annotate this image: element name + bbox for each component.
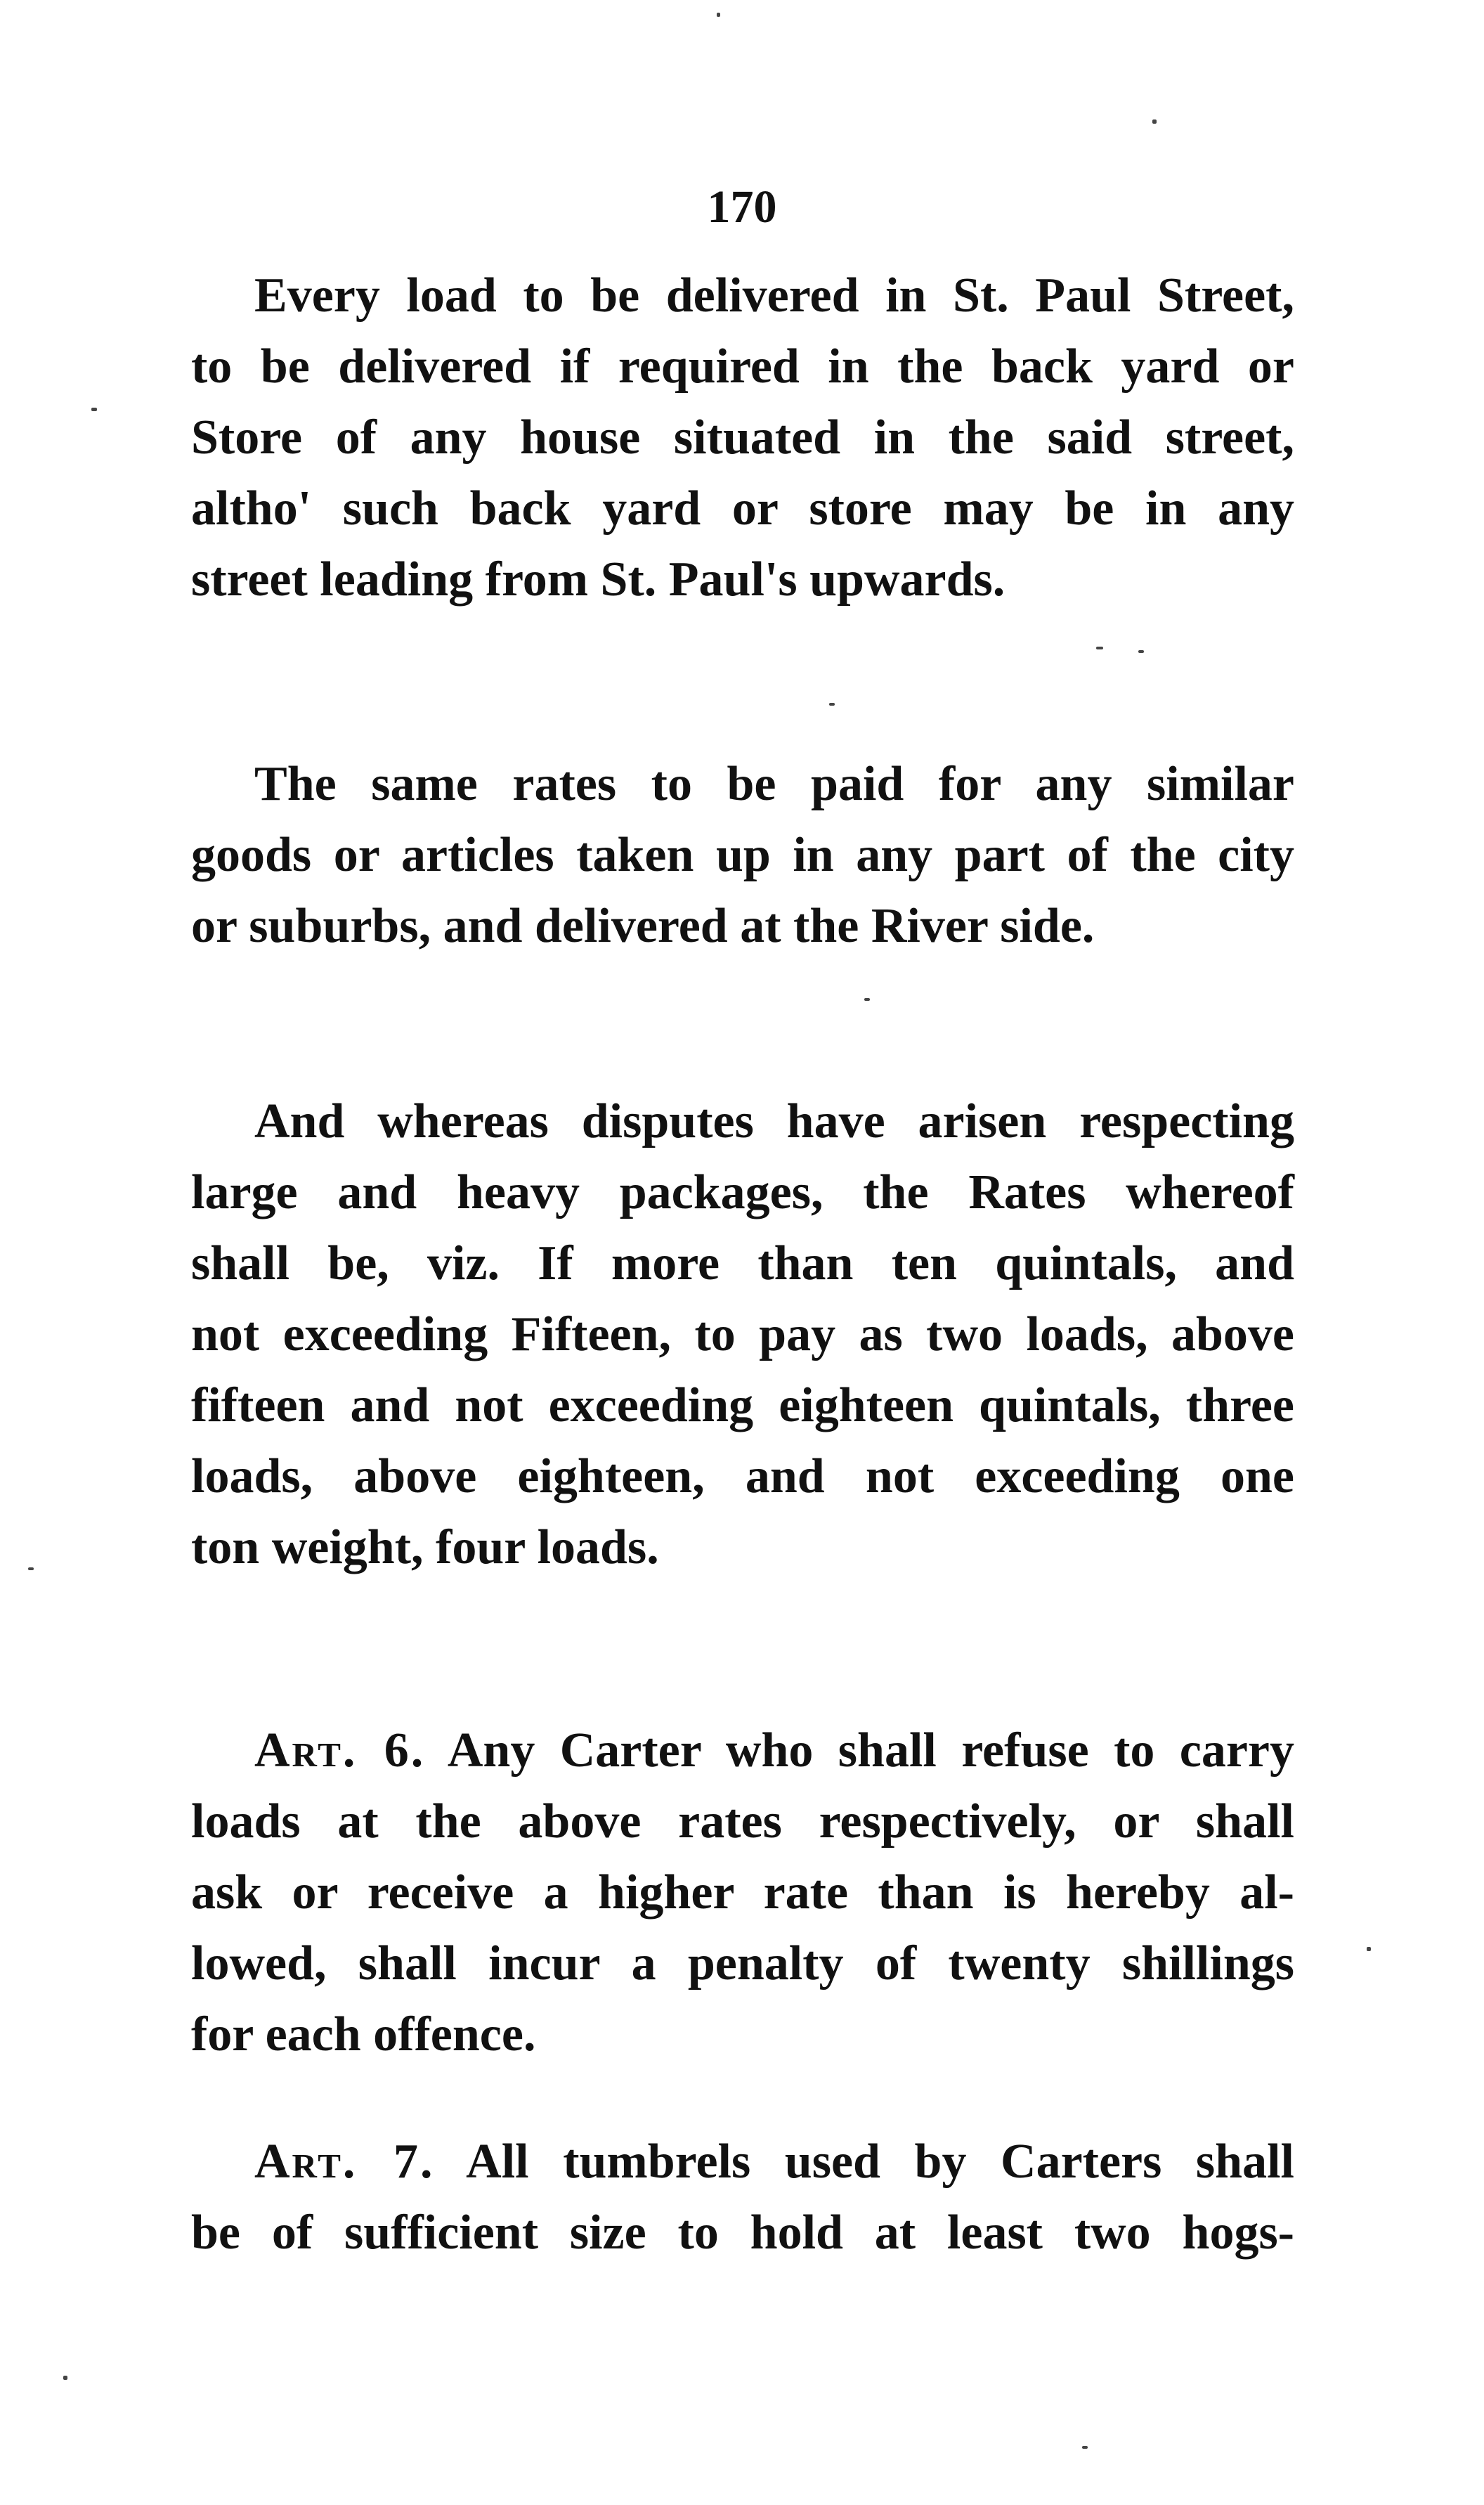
text-line: ask or receive a higher rate than is hereby al- (191, 1865, 1294, 1920)
article-7 (191, 2126, 1294, 2268)
text-line: to be delivered if required in the back yard or (191, 339, 1294, 394)
scan-speck (1096, 647, 1103, 649)
text-line: large and heavy packages, the Rates whereof (191, 1165, 1294, 1219)
paragraph-heavy-packages (191, 1086, 1294, 1583)
text-line: ton weight, four loads. (191, 1520, 659, 1574)
text-line (191, 1715, 1294, 1786)
text-line: be of sufficient size to hold at least two hogs- (191, 2206, 1294, 2260)
scan-speck (63, 2376, 67, 2380)
article-label: Art. 7. (254, 2135, 435, 2189)
page-number: 170 (707, 181, 777, 233)
text-line: shall be, viz. If more than ten quintals, and (191, 1236, 1294, 1290)
text-line: loads, above eighteen, and not exceeding one (191, 1449, 1294, 1503)
scan-speck (717, 13, 720, 17)
text-line: goods or articles taken up in any part of the city (191, 828, 1294, 882)
paragraph-st-paul-street (191, 260, 1294, 615)
article-text: Any Carter who shall refuse to carry (425, 1723, 1294, 1778)
text-line: And whereas disputes have arisen respecting (254, 1094, 1294, 1148)
scan-speck (28, 1567, 34, 1570)
scan-speck (864, 998, 870, 1001)
text-line: Every load to be delivered in St. Paul Street, (254, 268, 1294, 323)
text-line: The same rates to be paid for any similar (254, 757, 1294, 811)
article-6 (191, 1715, 1294, 2070)
text-line: altho' such back yard or store may be in any (191, 481, 1294, 536)
scan-speck (1082, 2446, 1088, 2449)
text-line (191, 2126, 1294, 2197)
scan-speck (1138, 650, 1144, 653)
text-line: lowed, shall incur a penalty of twenty shillings (191, 1936, 1294, 1991)
paragraph-same-rates (191, 749, 1294, 962)
scan-speck (1152, 119, 1157, 124)
text-line: Store of any house situated in the said street, (191, 410, 1294, 465)
article-label: Art. 6. (254, 1723, 426, 1778)
text-line: not exceeding Fifteen, to pay as two loads, above (191, 1307, 1294, 1361)
scan-speck (91, 408, 97, 411)
article-text: All tumbrels used by Carters shall (434, 2135, 1294, 2189)
text-line: or suburbs, and delivered at the River side. (191, 899, 1095, 953)
text-line: loads at the above rates respectively, or shall (191, 1794, 1294, 1849)
scan-speck (829, 703, 835, 706)
scan-speck (1367, 1947, 1371, 1951)
text-line: for each offence. (191, 2007, 536, 2061)
text-line: street leading from St. Paul's upwards. (191, 552, 1005, 607)
text-line: fifteen and not exceeding eighteen quintals, three (191, 1378, 1294, 1432)
